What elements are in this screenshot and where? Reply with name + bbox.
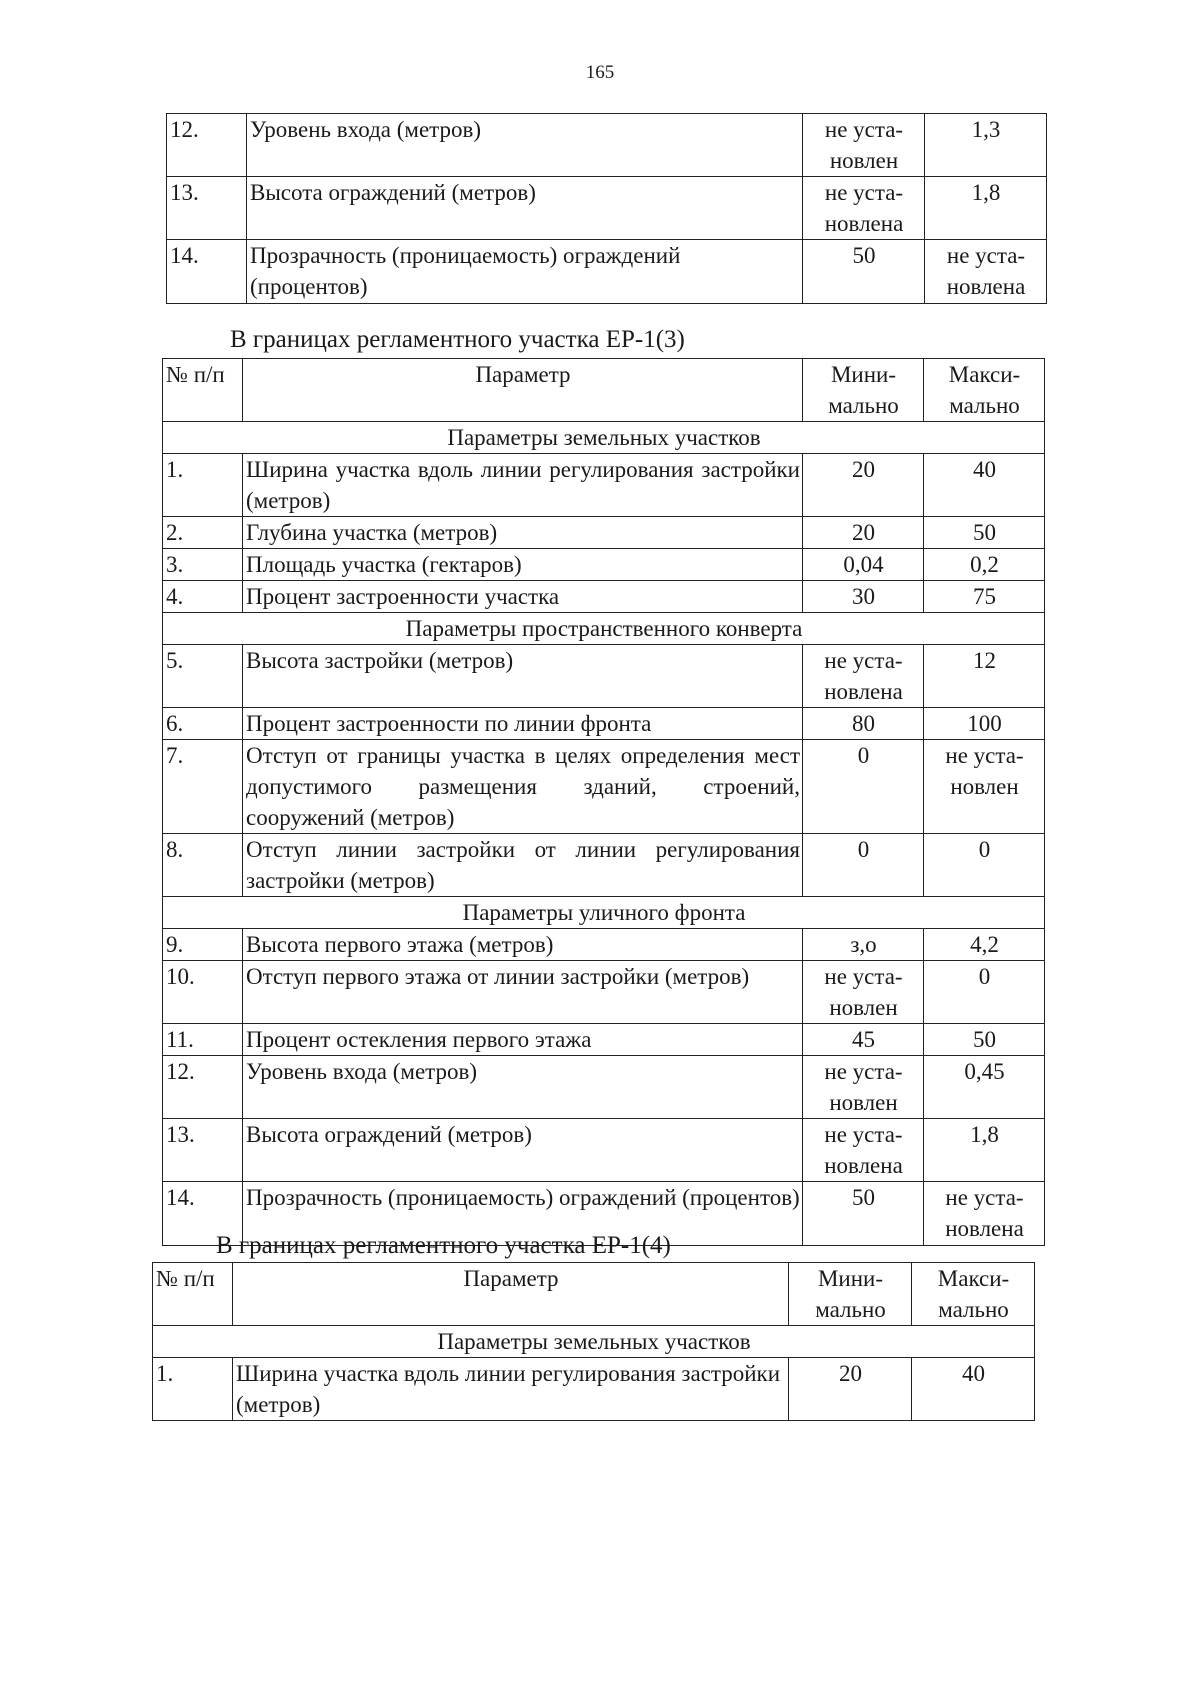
group-heading-spatial-envelope: Параметры пространственного конверта xyxy=(163,613,1045,645)
minimum-value: не уста- новлена xyxy=(803,645,924,708)
row-number: 11. xyxy=(163,1024,243,1056)
minimum-value: не уста- новлен xyxy=(803,1056,924,1119)
minimum-value: не уста- новлена xyxy=(803,177,925,240)
row-number: 3. xyxy=(163,549,243,581)
row-number: 1. xyxy=(153,1358,233,1421)
maximum-value: 1,3 xyxy=(925,114,1047,177)
maximum-value: 1,8 xyxy=(925,177,1047,240)
table-row xyxy=(163,1119,1045,1182)
maximum-value: 40 xyxy=(924,454,1045,517)
parameter-name: Площадь участка (гектаров) xyxy=(243,549,803,581)
minimum-value: 30 xyxy=(803,581,924,613)
table-header-row xyxy=(163,359,1045,422)
maximum-value: не уста- новлен xyxy=(924,740,1045,834)
parameter-name: Процент остекления первого этажа xyxy=(243,1024,803,1056)
table-row xyxy=(163,454,1045,517)
minimum-value: з,о xyxy=(803,929,924,961)
table-row xyxy=(163,1024,1045,1056)
table-row xyxy=(163,834,1045,897)
row-number: 10. xyxy=(163,961,243,1024)
group-row xyxy=(163,613,1045,645)
group-row xyxy=(163,422,1045,454)
maximum-value: 50 xyxy=(924,1024,1045,1056)
column-header-maximum: Макси- мально xyxy=(924,359,1045,422)
row-number: 14. xyxy=(167,240,247,304)
parameter-name: Уровень входа (метров) xyxy=(243,1056,803,1119)
parameter-name: Высота ограждений (метров) xyxy=(243,1119,803,1182)
row-number: 8. xyxy=(163,834,243,897)
minimum-value: 50 xyxy=(803,1182,924,1246)
parameter-name: Высота застройки (метров) xyxy=(243,645,803,708)
parameters-table-er-1-4 xyxy=(152,1262,1035,1421)
column-header-parameter: Параметр xyxy=(243,359,803,422)
row-number: 2. xyxy=(163,517,243,549)
row-number: 5. xyxy=(163,645,243,708)
row-number: 7. xyxy=(163,740,243,834)
minimum-value: 20 xyxy=(803,517,924,549)
table-row xyxy=(163,740,1045,834)
minimum-value: не уста- новлен xyxy=(803,114,925,177)
maximum-value: 0,45 xyxy=(924,1056,1045,1119)
maximum-value: 1,8 xyxy=(924,1119,1045,1182)
table-row xyxy=(163,517,1045,549)
parameters-table-er-1-3 xyxy=(162,358,1045,1246)
parameter-name: Процент застроенности по линии фронта xyxy=(243,708,803,740)
parameter-name: Прозрачность (проницаемость) ограждений (процентов) xyxy=(243,1182,803,1246)
minimum-value: 45 xyxy=(803,1024,924,1056)
row-number: 4. xyxy=(163,581,243,613)
row-number: 9. xyxy=(163,929,243,961)
column-header-parameter: Параметр xyxy=(233,1263,789,1326)
parameter-name: Уровень входа (метров) xyxy=(247,114,803,177)
minimum-value: 50 xyxy=(803,240,925,304)
section-heading-er-1-3: В границах регламентного участка ЕР-1(3) xyxy=(230,326,685,353)
group-row xyxy=(153,1326,1035,1358)
row-number: 6. xyxy=(163,708,243,740)
minimum-value: не уста- новлен xyxy=(803,961,924,1024)
table-row xyxy=(163,549,1045,581)
table-header-row xyxy=(153,1263,1035,1326)
minimum-value: 20 xyxy=(803,454,924,517)
maximum-value: 12 xyxy=(924,645,1045,708)
column-header-minimum: Мини- мально xyxy=(789,1263,912,1326)
table-row xyxy=(153,1358,1035,1421)
minimum-value: не уста- новлена xyxy=(803,1119,924,1182)
parameter-name: Ширина участка вдоль линии регулирования застройки (метров) xyxy=(243,454,803,517)
table-row xyxy=(163,929,1045,961)
parameter-name: Отступ от границы участка в целях определения мест допустимого размещения зданий, строений, сооружений (метров) xyxy=(243,740,803,834)
section-heading-er-1-4: В границах регламентного участка ЕР-1(4) xyxy=(216,1232,671,1259)
row-number: 13. xyxy=(167,177,247,240)
table-row xyxy=(167,240,1047,304)
maximum-value: не уста- новлена xyxy=(925,240,1047,304)
parameter-name: Высота первого этажа (метров) xyxy=(243,929,803,961)
group-heading-land-plots: Параметры земельных участков xyxy=(163,422,1045,454)
minimum-value: 0 xyxy=(803,740,924,834)
maximum-value: 4,2 xyxy=(924,929,1045,961)
maximum-value: 50 xyxy=(924,517,1045,549)
maximum-value: 100 xyxy=(924,708,1045,740)
row-number: 12. xyxy=(167,114,247,177)
parameter-name: Прозрачность (проницаемость) ограждений (процентов) xyxy=(247,240,803,304)
table-row xyxy=(163,581,1045,613)
column-header-number: № п/п xyxy=(153,1263,233,1326)
parameter-name: Процент застроенности участка xyxy=(243,581,803,613)
column-header-minimum: Мини- мально xyxy=(803,359,924,422)
minimum-value: 20 xyxy=(789,1358,912,1421)
table-row xyxy=(167,114,1047,177)
table-row xyxy=(167,177,1047,240)
continued-parameters-table xyxy=(166,113,1047,304)
row-number: 1. xyxy=(163,454,243,517)
maximum-value: 75 xyxy=(924,581,1045,613)
table-row xyxy=(163,961,1045,1024)
parameter-name: Глубина участка (метров) xyxy=(243,517,803,549)
parameter-name: Ширина участка вдоль линии регулирования застройки (метров) xyxy=(233,1358,789,1421)
table-row xyxy=(163,1056,1045,1119)
group-row xyxy=(163,897,1045,929)
column-header-maximum: Макси- мально xyxy=(912,1263,1035,1326)
maximum-value: 0,2 xyxy=(924,549,1045,581)
column-header-number: № п/п xyxy=(163,359,243,422)
group-heading-street-front: Параметры уличного фронта xyxy=(163,897,1045,929)
minimum-value: 0 xyxy=(803,834,924,897)
row-number: 13. xyxy=(163,1119,243,1182)
minimum-value: 0,04 xyxy=(803,549,924,581)
group-heading-land-plots: Параметры земельных участков xyxy=(153,1326,1035,1358)
table-row xyxy=(163,708,1045,740)
row-number: 14. xyxy=(163,1182,243,1246)
maximum-value: 0 xyxy=(924,961,1045,1024)
maximum-value: 40 xyxy=(912,1358,1035,1421)
table-row xyxy=(163,645,1045,708)
minimum-value: 80 xyxy=(803,708,924,740)
row-number: 12. xyxy=(163,1056,243,1119)
parameter-name: Отступ линии застройки от линии регулирования застройки (метров) xyxy=(243,834,803,897)
page-number: 165 xyxy=(585,62,615,83)
parameter-name: Отступ первого этажа от линии застройки (метров) xyxy=(243,961,803,1024)
parameter-name: Высота ограждений (метров) xyxy=(247,177,803,240)
maximum-value: не уста- новлена xyxy=(924,1182,1045,1246)
maximum-value: 0 xyxy=(924,834,1045,897)
